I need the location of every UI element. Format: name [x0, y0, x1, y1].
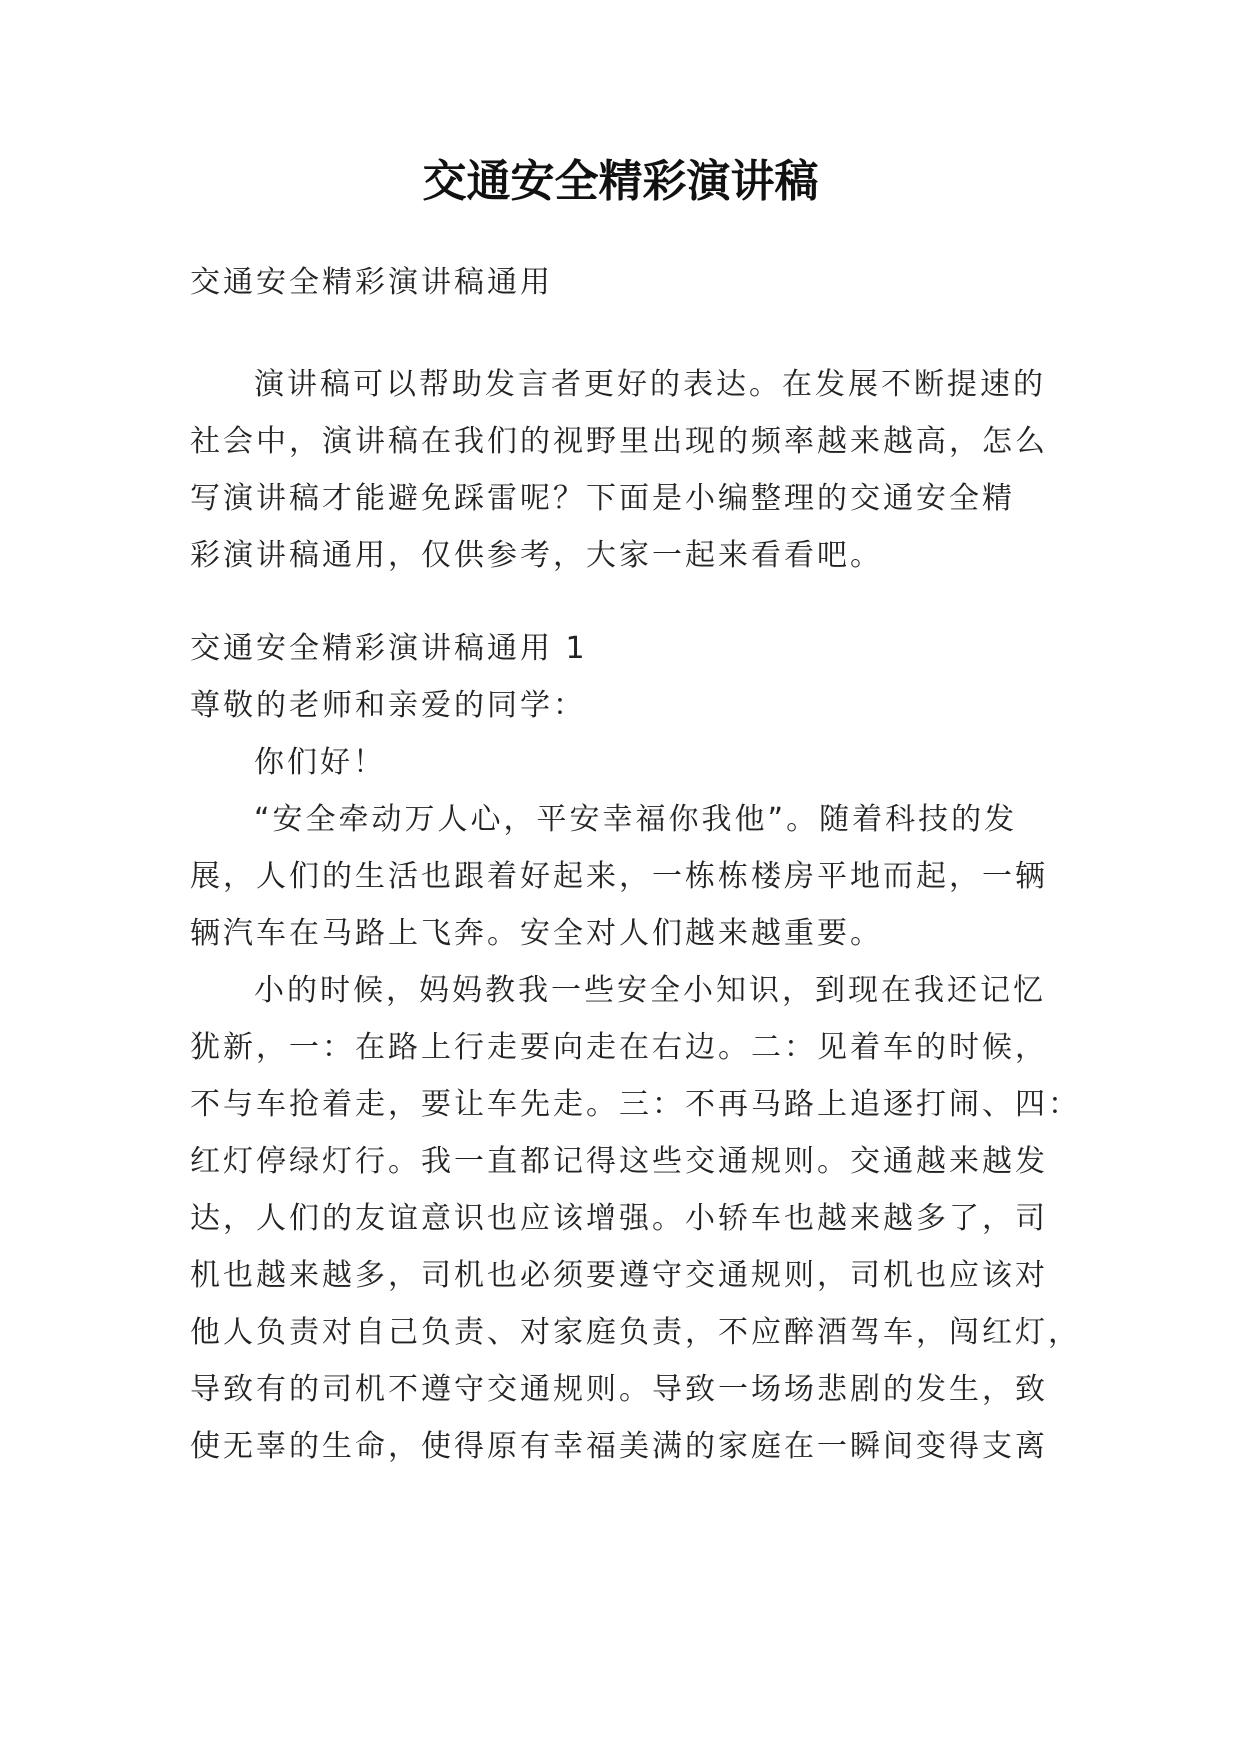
- intro-line: 演讲稿可以帮助发言者更好的表达。在发展不断提速的: [254, 367, 1046, 402]
- paragraph-line: 小的时候，妈妈教我一些安全小知识，到现在我还记忆: [254, 973, 1046, 1008]
- salutation: 尊敬的老师和亲爱的同学：: [190, 688, 586, 723]
- intro-line: 彩演讲稿通用，仅供参考，大家一起来看看吧。: [190, 538, 883, 573]
- paragraph-line: 使无辜的生命，使得原有幸福美满的家庭在一瞬间变得支离: [190, 1429, 1048, 1464]
- paragraph-line: 犹新，一：在路上行走要向走在右边。二：见着车的时候，: [190, 1030, 1048, 1065]
- paragraph-line: 展，人们的生活也跟着好起来，一栋栋楼房平地而起，一辆: [190, 859, 1048, 894]
- paragraph-line: 达，人们的友谊意识也应该增强。小轿车也越来越多了，司: [190, 1201, 1048, 1236]
- greeting: 你们好！: [254, 745, 386, 780]
- section-heading: 交通安全精彩演讲稿通用 1: [190, 631, 588, 666]
- paragraph-line: 红灯停绿灯行。我一直都记得这些交通规则。交通越来越发: [190, 1144, 1048, 1179]
- document-subtitle: [190, 254, 1060, 311]
- paragraph-line: 导致有的司机不遵守交通规则。导致一场场悲剧的发生，致: [190, 1372, 1048, 1407]
- speech-body: [190, 620, 1081, 1475]
- paragraph-line: 不与车抢着走，要让车先走。三：不再马路上追逐打闹、四：: [190, 1087, 1081, 1122]
- intro-paragraph: [190, 356, 1060, 584]
- paragraph-line: 辆汽车在马路上飞奔。安全对人们越来越重要。: [190, 916, 883, 951]
- paragraph-line: 他人负责对自己负责、对家庭负责，不应醉酒驾车，闯红灯，: [190, 1315, 1081, 1350]
- intro-line: 写演讲稿才能避免踩雷呢？下面是小编整理的交通安全精: [190, 481, 1015, 516]
- document-title: 交通安全精彩演讲稿: [422, 156, 819, 207]
- paragraph-line: 机也越来越多，司机也必须要遵守交通规则，司机也应该对: [190, 1258, 1048, 1293]
- paragraph-line: “安全牵动万人心，平安幸福你我他”。随着科技的发: [254, 802, 1018, 837]
- subtitle-line: 交通安全精彩演讲稿通用: [190, 265, 553, 300]
- intro-line: 社会中，演讲稿在我们的视野里出现的频率越来越高，怎么: [190, 424, 1048, 459]
